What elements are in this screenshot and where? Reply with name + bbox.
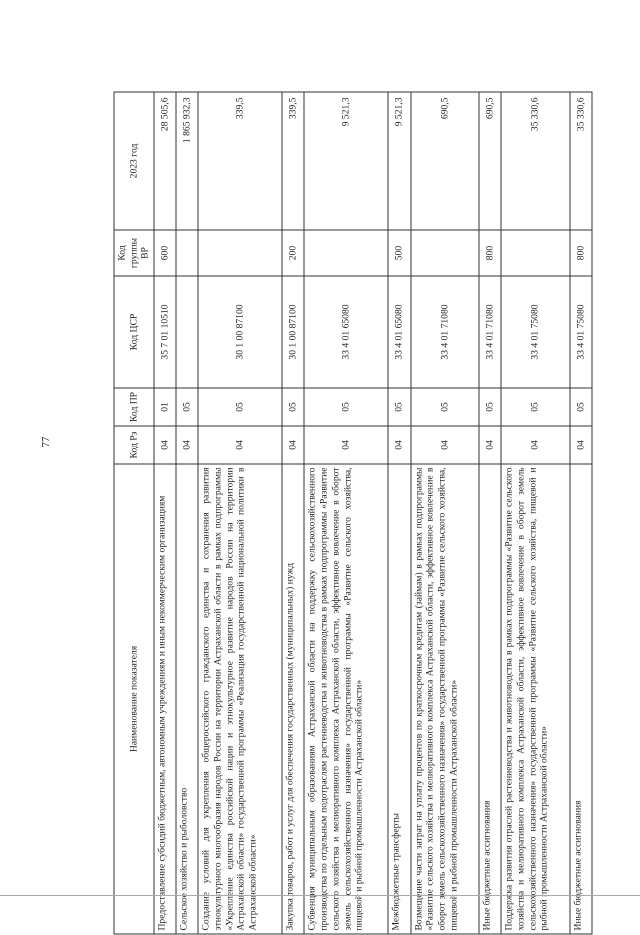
cell-vr [198,230,282,276]
table-row [154,92,176,934]
header-vr: Код группы ВР [114,230,154,276]
table-row [501,92,570,934]
cell-csr: 33 4 01 65080 [388,276,410,388]
cell-pr: 05 [304,388,388,426]
cell-csr: 35 7 01 10510 [154,276,176,388]
cell-pr: 05 [388,388,410,426]
cell-csr [176,276,198,388]
cell-sum: 690,5 [479,92,501,230]
rotated-budget-table [114,93,593,935]
cell-vr: 800 [479,230,501,276]
header-year: 2023 год [114,92,154,230]
cell-pr: 05 [479,388,501,426]
cell-sum: 35 330,6 [570,92,592,230]
budget-table [114,92,593,935]
cell-pr: 05 [570,388,592,426]
cell-rz: 04 [501,426,570,464]
cell-vr [304,230,388,276]
cell-name: Предоставление субсидий бюджетным, автономным учреждениям и иным некоммерческим организациям [154,464,176,934]
header-pr: Код ПР [114,388,154,426]
cell-csr: 33 4 01 75080 [501,276,570,388]
table-row [282,92,304,934]
cell-vr [411,230,480,276]
cell-rz: 04 [411,426,480,464]
cell-csr: 30 1 00 87100 [198,276,282,388]
cell-pr: 05 [198,388,282,426]
table-row [570,92,592,934]
cell-vr [501,230,570,276]
table-row [176,92,198,934]
cell-sum: 9 521,3 [388,92,410,230]
cell-name: Сельское хозяйство и рыболовство [176,464,198,934]
cell-vr: 800 [570,230,592,276]
cell-csr: 33 4 01 65080 [304,276,388,388]
cell-name: Возмещение части затрат на уплату процентов по краткосрочным кредитам (займам) в рамках подпрограммы «Развитие сельского хозяйства и мелиоративного комплекса Астраханской области, эффективное вовлечение в оборот земель сельскохозяйственного назначения» государственной программы «Развитие сельского хозяйства, пищевой и рыбной промышленности Астраханской области» [411,464,480,934]
cell-sum: 28 505,6 [154,92,176,230]
cell-name: Иные бюджетные ассигнования [570,464,592,934]
table-row [479,92,501,934]
table-header [114,92,154,934]
cell-rz: 04 [282,426,304,464]
header-name: Наименование показателя [114,464,154,934]
cell-rz: 04 [304,426,388,464]
cell-pr: 05 [501,388,570,426]
table-row [198,92,282,934]
table-body [154,92,592,934]
cell-vr: 600 [154,230,176,276]
cell-rz: 04 [388,426,410,464]
cell-rz: 04 [479,426,501,464]
cell-rz: 04 [570,426,592,464]
cell-name: Межбюджетные трансферты [388,464,410,934]
header-rz: Код Рз [114,426,154,464]
cell-name: Субвенция муниципальным образованиям Астраханской области на поддержку сельскохозяйственного производства по отдельным подотраслям растениеводства и животноводства в рамках подпрограммы «Развитие сельского хозяйства и мелиоративного комплекса Астраханской области, эффективное вовлечение в оборот земель сельскохозяйственного назначения» государственной программы «Развитие сельского хозяйства, пищевой и рыбной промышленности Астраханской области» [304,464,388,934]
cell-sum: 690,5 [411,92,480,230]
cell-sum: 339,5 [198,92,282,230]
cell-sum: 9 521,3 [304,92,388,230]
cell-csr: 30 1 00 87100 [282,276,304,388]
cell-rz: 04 [198,426,282,464]
cell-sum: 1 865 932,3 [176,92,198,230]
header-csr: Код ЦСР [114,276,154,388]
table-row [304,92,388,934]
cell-csr: 33 4 01 71080 [411,276,480,388]
table-row [411,92,480,934]
cell-pr: 05 [411,388,480,426]
cell-vr: 200 [282,230,304,276]
cell-name: Создание условий для укрепления общероссийского гражданского единства и сохранения развития этнокультурного многообразия народов России на территории Астраханской области в рамках подпрограммы «Укрепление единства российской нации и этнокультурное развитие народов России на территории Астраханской области» государственной программы «Реализация государственной национальной политики в Астраханской области» [198,464,282,934]
cell-vr: 500 [388,230,410,276]
cell-name: Поддержка развития отраслей растениеводства и животноводства в рамках подпрограммы «Развитие сельского хозяйства и мелиоративного комплекса Астраханской области, эффективное вовлечение в оборот земель сельскохозяйственного назначения» государственной программы «Развитие сельского хозяйства, пищевой и рыбной промышленности Астраханской области» [501,464,570,934]
cell-rz: 04 [154,426,176,464]
cell-pr: 05 [176,388,198,426]
cell-csr: 33 4 01 75080 [570,276,592,388]
cell-sum: 339,5 [282,92,304,230]
cell-name: Закупка товаров, работ и услуг для обеспечения государственных (муниципальных) нужд [282,464,304,934]
page-number: 77 [40,436,52,448]
cell-pr: 01 [154,388,176,426]
table-row [388,92,410,934]
cell-rz: 04 [176,426,198,464]
page-bottom-rule [0,895,640,896]
cell-name: Иные бюджетные ассигнования [479,464,501,934]
cell-sum: 35 330,6 [501,92,570,230]
cell-pr: 05 [282,388,304,426]
cell-csr: 33 4 01 71080 [479,276,501,388]
cell-vr [176,230,198,276]
